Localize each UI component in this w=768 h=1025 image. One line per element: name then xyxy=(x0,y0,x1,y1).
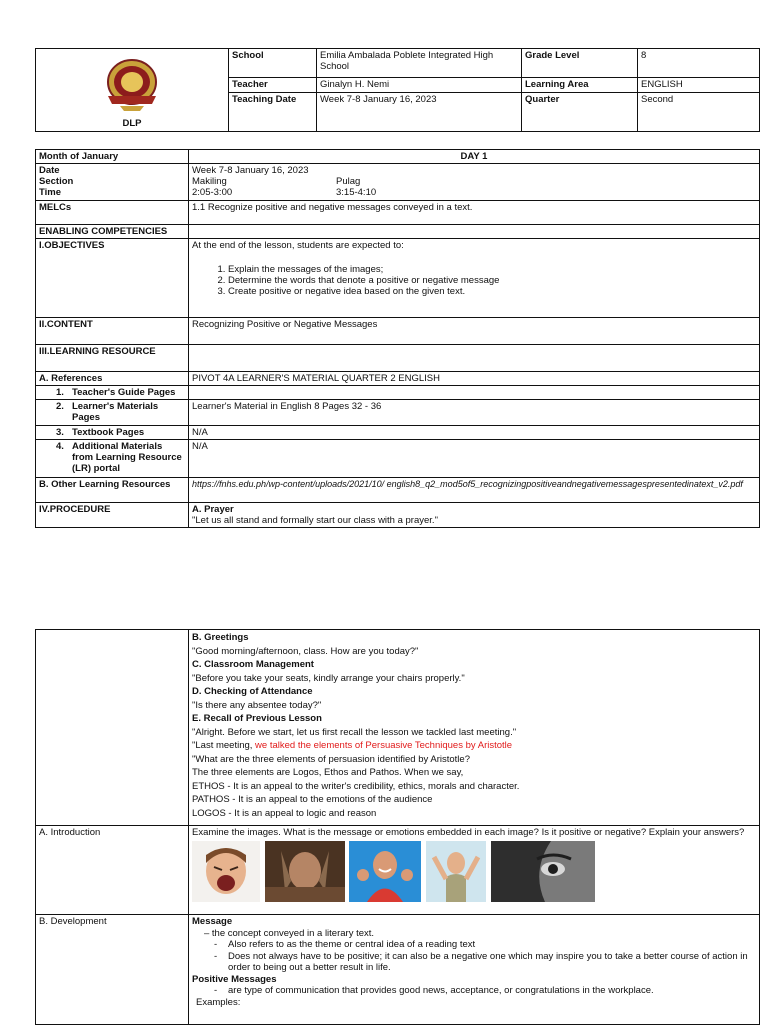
date-value: Week 7-8 January 16, 2023 xyxy=(317,92,522,131)
ref3-num: 3. xyxy=(56,427,64,438)
message-definition: – the concept conveyed in a literary text. xyxy=(204,927,375,939)
area-value: ENGLISH xyxy=(638,78,760,93)
recall-heading: E. Recall of Previous Lesson xyxy=(192,713,322,724)
ref2-num: 2. xyxy=(56,401,64,412)
greetings-text: "Good morning/afternoon, class. How are you today?" xyxy=(192,645,419,657)
section-b: Pulag xyxy=(336,176,361,187)
quarter-value: Second xyxy=(638,92,760,131)
positive-messages-heading: Positive Messages xyxy=(192,973,277,985)
teacher-value: Ginalyn H. Nemi xyxy=(317,78,522,93)
procedure-continued-cell xyxy=(189,630,760,826)
plan-section-label: Section xyxy=(39,176,74,187)
ref2-value: Learner's Material in English 8 Pages 32 - 36 xyxy=(189,400,760,426)
quarter-label: Quarter xyxy=(522,92,638,131)
pathos-definition: PATHOS - It is an appeal to the emotions of the audience xyxy=(192,794,433,805)
ref1-num: 1. xyxy=(56,387,64,398)
school-label: School xyxy=(229,49,317,78)
ref2-label: Learner's Materials Pages xyxy=(72,401,159,423)
attendance-heading: D. Checking of Attendance xyxy=(192,686,313,697)
procedure-table xyxy=(35,629,760,1025)
introduction-label: A. Introduction xyxy=(36,826,189,915)
objectives-cell xyxy=(189,239,760,318)
references-label: A. References xyxy=(36,372,189,386)
message-bullet: - Also refers to as the theme or central idea of a reading text xyxy=(214,939,756,951)
shouting-child-image xyxy=(192,841,260,902)
content-value: Recognizing Positive or Negative Messages xyxy=(189,318,760,345)
time-b: 3:15-4:10 xyxy=(336,187,377,198)
happy-man-image xyxy=(349,841,421,902)
recall-text-4: The three elements are Logos, Ethos and Pathos. When we say, xyxy=(192,767,464,778)
objectives-label: I.OBJECTIVES xyxy=(36,239,189,318)
enabling-value xyxy=(189,225,760,239)
introduction-cell xyxy=(189,826,760,915)
other-resources-label: B. Other Learning Resources xyxy=(36,478,189,503)
other-resources-link[interactable]: https://fnhs.edu.ph/wp-content/uploads/2021/10/ english8_q2_mod5of5_recognizingpositiveandnegativemessagespresentedinatext_v2.pdf xyxy=(189,478,760,503)
ref4-cell xyxy=(36,440,189,478)
ref1-value xyxy=(189,386,760,400)
school-value: Emilia Ambalada Poblete Integrated High School xyxy=(317,49,522,78)
objectives-list xyxy=(192,264,756,297)
objective-item: 3. Create positive or negative idea based on the given text. xyxy=(228,286,756,297)
procedure-continued-label xyxy=(36,630,189,826)
recall-text-3: "What are the three elements of persuasion identified by Aristotle? xyxy=(192,753,470,765)
crying-face-drawing-image xyxy=(491,841,595,902)
plan-time-label: Time xyxy=(39,187,62,198)
objective-item: 2. Determine the words that denote a positive or negative message xyxy=(228,275,756,286)
ref1-cell xyxy=(36,386,189,400)
plan-date-label: Date xyxy=(39,165,60,176)
content-label: II.CONTENT xyxy=(36,318,189,345)
emotion-images-row xyxy=(192,841,756,903)
prayer-heading: A. Prayer xyxy=(192,504,234,515)
ref2-cell xyxy=(36,400,189,426)
resource-label: III.LEARNING RESOURCE xyxy=(36,345,189,372)
ref3-label: Textbook Pages xyxy=(72,427,145,438)
ref4-num: 4. xyxy=(56,441,64,452)
objective-item: 1. Explain the messages of the images; xyxy=(228,264,756,275)
cheering-boy-image xyxy=(426,841,486,902)
message-bullet: - Does not always have to be positive; it can also be a negative one which may inspire you to take a better course of action in order to being out a better result in life. xyxy=(214,951,756,974)
day-label: DAY 1 xyxy=(189,150,760,164)
classroom-management-text: "Before you take your seats, kindly arrange your chairs properly." xyxy=(192,672,465,684)
section-a: Makiling xyxy=(192,176,227,187)
grade-label: Grade Level xyxy=(522,49,638,78)
prayer-text: "Let us all stand and formally start our class with a prayer." xyxy=(192,515,438,526)
message-bullets xyxy=(192,939,756,974)
procedure-label: IV.PROCEDURE xyxy=(36,503,189,528)
ref1-label: Teacher's Guide Pages xyxy=(72,387,176,398)
date-section-time-labels xyxy=(36,164,189,201)
teacher-label: Teacher xyxy=(229,78,317,93)
melcs-label: MELCs xyxy=(36,201,189,225)
date-section-time-values xyxy=(189,164,760,201)
ref4-value: N/A xyxy=(189,440,760,478)
school-seal-logo xyxy=(102,56,162,114)
ref3-value: N/A xyxy=(189,426,760,440)
school-seal-cell xyxy=(36,49,229,132)
ethos-definition: ETHOS - It is an appeal to the writer's credibility, ethics, morals and character. xyxy=(192,780,520,792)
attendance-text: "Is there any absentee today?" xyxy=(192,699,322,711)
message-heading: Message xyxy=(192,916,233,927)
prayer-cell xyxy=(189,503,760,528)
time-a: 2:05-3:00 xyxy=(192,187,233,198)
recall-text-2-start: "Last meeting, xyxy=(192,740,256,751)
date-label: Teaching Date xyxy=(229,92,317,131)
ref3-cell xyxy=(36,426,189,440)
introduction-text: Examine the images. What is the message or emotions embedded in each image? Is it positive or negative? Explain your answers? xyxy=(192,827,745,838)
objectives-intro: At the end of the lesson, students are expected to: xyxy=(192,240,404,251)
development-cell xyxy=(189,915,760,1025)
references-value: PIVOT 4A LEARNER'S MATERIAL QUARTER 2 ENGLISH xyxy=(189,372,760,386)
plan-date-value: Week 7-8 January 16, 2023 xyxy=(192,165,309,176)
positive-messages-bullets xyxy=(192,985,756,997)
enabling-label: ENABLING COMPETENCIES xyxy=(36,225,189,239)
greetings-heading: B. Greetings xyxy=(192,632,249,643)
ref4-label: Additional Materials from Learning Resource (LR) portal xyxy=(72,441,182,474)
header-table xyxy=(35,48,760,132)
frightened-person-image xyxy=(265,841,345,902)
plan-table xyxy=(35,149,760,528)
recall-text-2 xyxy=(192,739,756,753)
examples-label: Examples: xyxy=(196,996,241,1008)
logos-definition: LOGOS - It is an appeal to logic and reason xyxy=(192,807,377,819)
recall-text-2-highlight: we talked the elements of Persuasive Techniques by Aristotle xyxy=(255,740,513,751)
recall-text-1: "Alright. Before we start, let us first recall the lesson we tackled last meeting." xyxy=(192,726,517,738)
classroom-management-heading: C. Classroom Management xyxy=(192,659,314,670)
area-label: Learning Area xyxy=(522,78,638,93)
grade-value: 8 xyxy=(638,49,760,78)
positive-message-bullet: - are type of communication that provides good news, acceptance, or congratulations in the workplace. xyxy=(214,985,756,997)
resource-value xyxy=(189,345,760,372)
dlp-label: DLP xyxy=(122,118,142,129)
month-label: Month of January xyxy=(36,150,189,164)
development-label: B. Development xyxy=(36,915,189,1025)
melcs-value: 1.1 Recognize positive and negative messages conveyed in a text. xyxy=(189,201,760,225)
